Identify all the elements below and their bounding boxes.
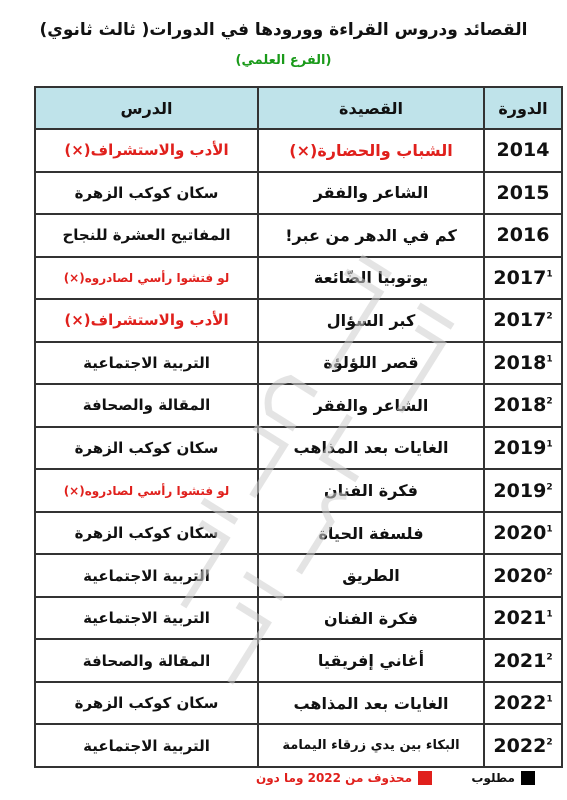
cell-poem: الغايات بعد المذاهب <box>258 427 484 470</box>
cell-year <box>484 384 562 427</box>
session-number: 2 <box>546 737 553 748</box>
legend <box>0 771 567 793</box>
year-value: 2017 <box>493 266 547 289</box>
session-number: 2 <box>546 397 553 408</box>
year-value: 2021 <box>493 649 547 672</box>
cell-year <box>484 724 562 767</box>
session-number: 2 <box>546 652 553 663</box>
table-row <box>35 554 562 597</box>
table-row <box>35 639 562 682</box>
cell-year <box>484 597 562 640</box>
cell-poem: الشاعر والفقر <box>258 172 484 215</box>
cell-lesson: التربية الاجتماعية <box>35 724 258 767</box>
exam-table <box>34 86 563 768</box>
year-value: 2014 <box>496 139 550 162</box>
year-value: 2020 <box>493 564 547 587</box>
cell-poem: فكرة الفنان <box>258 597 484 640</box>
session-number: 1 <box>546 694 553 705</box>
cell-lesson: الأدب والاستشراف(×) <box>35 129 258 172</box>
year-value: 2021 <box>493 607 547 630</box>
black-square-icon <box>521 771 535 785</box>
year-value: 2017 <box>493 309 547 332</box>
cell-lesson: لو فتشوا رأسي لصادروه(×) <box>35 257 258 300</box>
year-value: 2019 <box>493 436 547 459</box>
cell-lesson: سكان كوكب الزهرة <box>35 172 258 215</box>
cell-lesson: التربية الاجتماعية <box>35 342 258 385</box>
cell-lesson: الأدب والاستشراف(×) <box>35 299 258 342</box>
red-square-icon <box>418 771 432 785</box>
cell-poem: الشاعر والفقر <box>258 384 484 427</box>
session-number: 1 <box>546 354 553 365</box>
cell-year <box>484 129 562 172</box>
session-number: 2 <box>546 567 553 578</box>
cell-year <box>484 427 562 470</box>
cell-poem: يوتوبيا الضّائعة <box>258 257 484 300</box>
table-row <box>35 469 562 512</box>
table-row <box>35 129 562 172</box>
year-value: 2018 <box>493 394 547 417</box>
page-subtitle: (الفرع العلمي) <box>235 53 332 68</box>
legend-required <box>471 771 535 785</box>
table-row <box>35 597 562 640</box>
legend-removed-label: محذوف من 2022 وما دون <box>255 771 412 785</box>
table-row <box>35 512 562 555</box>
cell-year <box>484 682 562 725</box>
cell-year <box>484 554 562 597</box>
table-row <box>35 214 562 257</box>
table-body <box>35 129 562 767</box>
table-row <box>35 257 562 300</box>
cell-lesson: سكان كوكب الزهرة <box>35 512 258 555</box>
cell-lesson: سكان كوكب الزهرة <box>35 427 258 470</box>
cell-lesson: المفاتيح العشرة للنجاح <box>35 214 258 257</box>
session-number: 1 <box>546 269 553 280</box>
legend-required-label: مطلوب <box>471 771 515 785</box>
cell-year <box>484 172 562 215</box>
header-year: الدورة <box>484 87 562 129</box>
cell-poem: قصر اللؤلؤة <box>258 342 484 385</box>
cell-lesson: المقالة والصحافة <box>35 639 258 682</box>
cell-lesson: المقالة والصحافة <box>35 384 258 427</box>
cell-poem: فكرة الفنان <box>258 469 484 512</box>
cell-year <box>484 342 562 385</box>
cell-lesson: سكان كوكب الزهرة <box>35 682 258 725</box>
cell-poem: الغايات بعد المذاهب <box>258 682 484 725</box>
table-header-row <box>35 87 562 129</box>
header-poem: القصيدة <box>258 87 484 129</box>
page-title: القصائد ودروس القراءة وورودها في الدورات( ثالث ثانوي) <box>39 20 528 40</box>
session-number: 1 <box>546 524 553 535</box>
legend-removed <box>256 771 432 785</box>
table-row <box>35 299 562 342</box>
cell-year <box>484 299 562 342</box>
cell-year <box>484 512 562 555</box>
cell-year <box>484 469 562 512</box>
session-number: 1 <box>546 439 553 450</box>
session-number: 2 <box>546 312 553 323</box>
table-row <box>35 342 562 385</box>
year-value: 2022 <box>493 692 547 715</box>
cell-lesson: التربية الاجتماعية <box>35 554 258 597</box>
header-lesson: الدرس <box>35 87 258 129</box>
year-value: 2022 <box>493 734 547 757</box>
cell-year <box>484 639 562 682</box>
cell-poem: كم في الدهر من عبر! <box>258 214 484 257</box>
year-value: 2019 <box>493 479 547 502</box>
cell-poem: فلسفة الحياة <box>258 512 484 555</box>
year-value: 2018 <box>493 351 547 374</box>
year-value: 2020 <box>493 522 547 545</box>
cell-poem: الشباب والحضارة(×) <box>258 129 484 172</box>
cell-lesson: التربية الاجتماعية <box>35 597 258 640</box>
table-row <box>35 427 562 470</box>
cell-lesson: لو فتشوا رأسي لصادروه(×) <box>35 469 258 512</box>
year-value: 2015 <box>496 181 550 204</box>
table-row <box>35 724 562 767</box>
cell-poem: كبر السؤال <box>258 299 484 342</box>
table-row <box>35 384 562 427</box>
year-value: 2016 <box>496 224 550 247</box>
cell-poem: أغاني إفريقيا <box>258 639 484 682</box>
session-number: 2 <box>546 482 553 493</box>
cell-year <box>484 257 562 300</box>
cell-year <box>484 214 562 257</box>
table-row <box>35 682 562 725</box>
cell-poem: البكاء بين يدي زرقاء اليمامة <box>258 724 484 767</box>
cell-poem: الطريق <box>258 554 484 597</box>
table-row <box>35 172 562 215</box>
session-number: 1 <box>546 609 553 620</box>
